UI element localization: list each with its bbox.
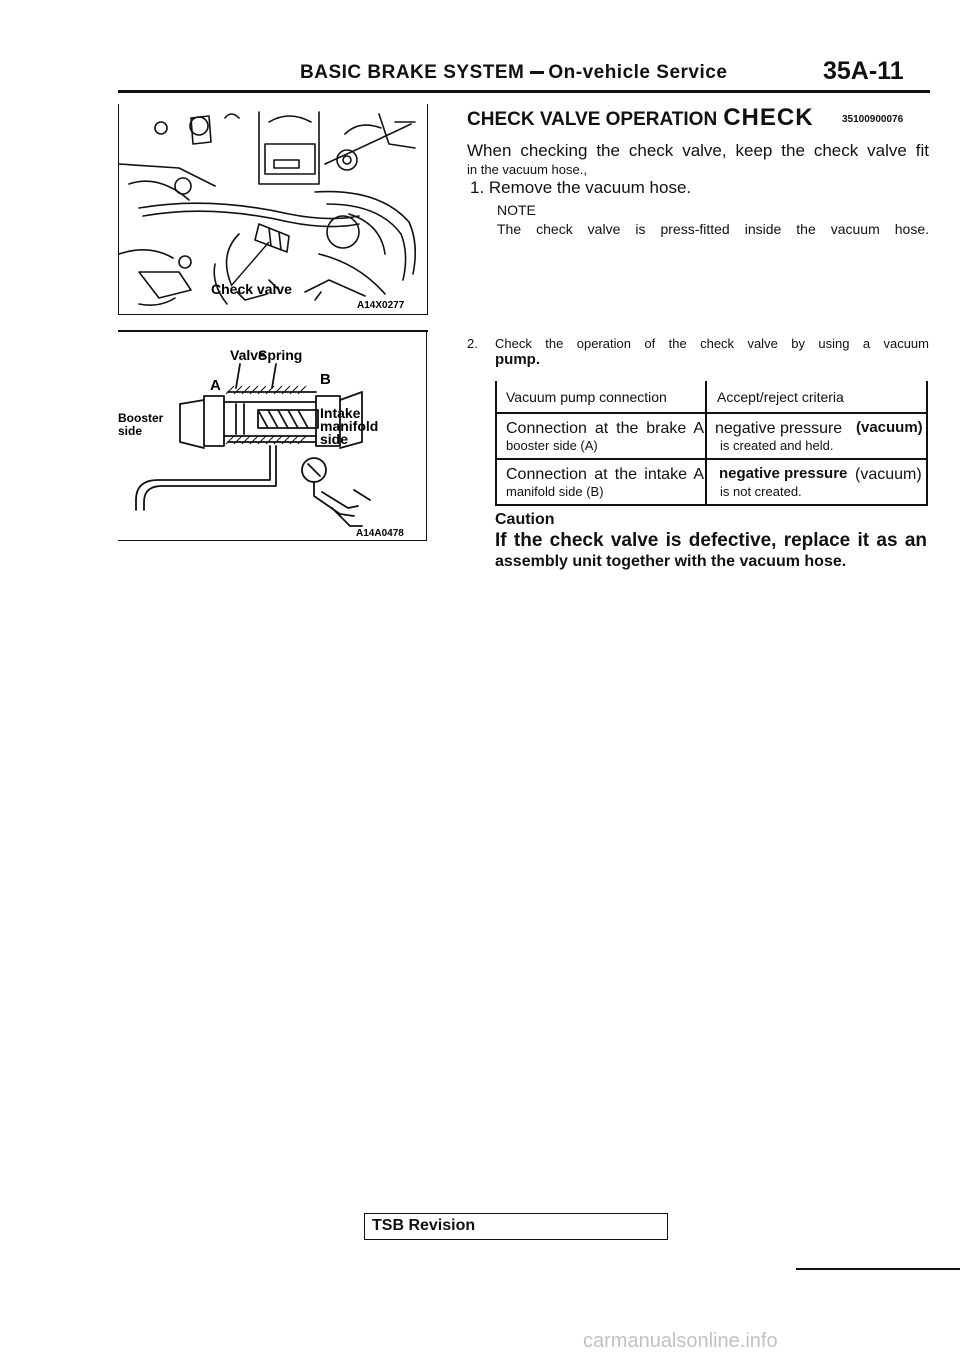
fig1-code: A14X0277	[357, 300, 405, 311]
criteria-table	[495, 381, 928, 506]
header-title-onvehicle: On-vehicle	[548, 62, 651, 83]
row2-criteria-cont: is not created.	[720, 484, 802, 499]
page-number: 35A-11	[823, 57, 904, 85]
header-dash	[530, 71, 544, 74]
check-valve-leader-line	[231, 242, 269, 286]
row2-criteria-vacuum: (vacuum)	[855, 466, 922, 483]
row1-criteria-vacuum: (vacuum)	[856, 419, 923, 436]
header-title	[300, 62, 727, 84]
engine-bay-illustration	[119, 104, 427, 314]
tsb-revision-label: TSB Revision	[372, 1217, 476, 1234]
row1-criteria-cont: is created and held.	[720, 438, 834, 453]
step-2-text-cont: pump.	[495, 351, 540, 368]
manifold-label: manifold	[320, 418, 379, 434]
valve-label: Valve	[230, 347, 266, 363]
fig2-code: A14A0478	[356, 528, 404, 539]
row2-connection: Connection at the intake A	[506, 466, 704, 483]
intro-line-2: in the vacuum hose.,	[467, 162, 587, 177]
step-2-text: Check the operation of the check valve by using a vacuum	[495, 336, 929, 351]
section-title-check: CHECK	[723, 104, 814, 131]
row1-connection: Connection at the brake A	[506, 420, 704, 437]
row2-connection-cont: manifold side (B)	[506, 484, 604, 499]
table-row-rule	[495, 458, 928, 460]
booster-label: Booster	[118, 411, 164, 425]
caution-line-1: If the check valve is defective, replace it as an	[495, 530, 927, 551]
table-bottom-rule	[495, 504, 928, 506]
row1-criteria: negative pressure	[715, 420, 843, 437]
section-title-text: CHECK VALVE OPERATION	[467, 109, 718, 130]
note-label: NOTE	[497, 202, 536, 218]
note-text: The check valve is press-fitted inside the vacuum hose.	[497, 221, 929, 237]
section-code: 35100900076	[842, 114, 904, 125]
port-a-label: A	[210, 377, 221, 394]
footer-rule	[796, 1268, 960, 1270]
step-2-number: 2.	[467, 336, 478, 351]
spring-label: Spring	[258, 347, 303, 363]
row1-connection-cont: booster side (A)	[506, 438, 598, 453]
caution-line-2: assembly unit together with the vacuum hose.	[495, 553, 847, 570]
booster-side-label: side	[118, 424, 143, 438]
table-left-border	[495, 381, 497, 506]
header-rule	[118, 90, 930, 93]
watermark: carmanualsonline.info	[583, 1330, 778, 1352]
row2-criteria: negative pressure	[719, 465, 848, 482]
step-1: 1. Remove the vacuum hose.	[470, 178, 692, 197]
table-right-border	[926, 381, 928, 506]
check-valve-location-figure	[118, 104, 428, 315]
table-header-connection: Vacuum pump connection	[506, 389, 667, 405]
check-valve-cutaway	[118, 330, 426, 540]
section-title	[467, 104, 814, 132]
intake-side-label: side	[320, 431, 349, 447]
caution-label: Caution	[495, 511, 555, 528]
intro-line-1: When checking the check valve, keep the check valve fit	[467, 141, 929, 160]
table-header-rule	[495, 412, 928, 414]
table-column-divider	[705, 381, 707, 506]
check-valve-section-figure	[118, 330, 427, 541]
port-b-label: B	[320, 371, 331, 388]
header-title-service: Service	[656, 62, 728, 83]
tsb-revision-box	[364, 1213, 668, 1240]
table-header-criteria: Accept/reject criteria	[717, 389, 844, 405]
check-valve-label: Check valve	[211, 281, 292, 297]
header-title-system: BASIC BRAKE SYSTEM	[300, 62, 525, 83]
intake-label: Intake	[320, 405, 361, 421]
